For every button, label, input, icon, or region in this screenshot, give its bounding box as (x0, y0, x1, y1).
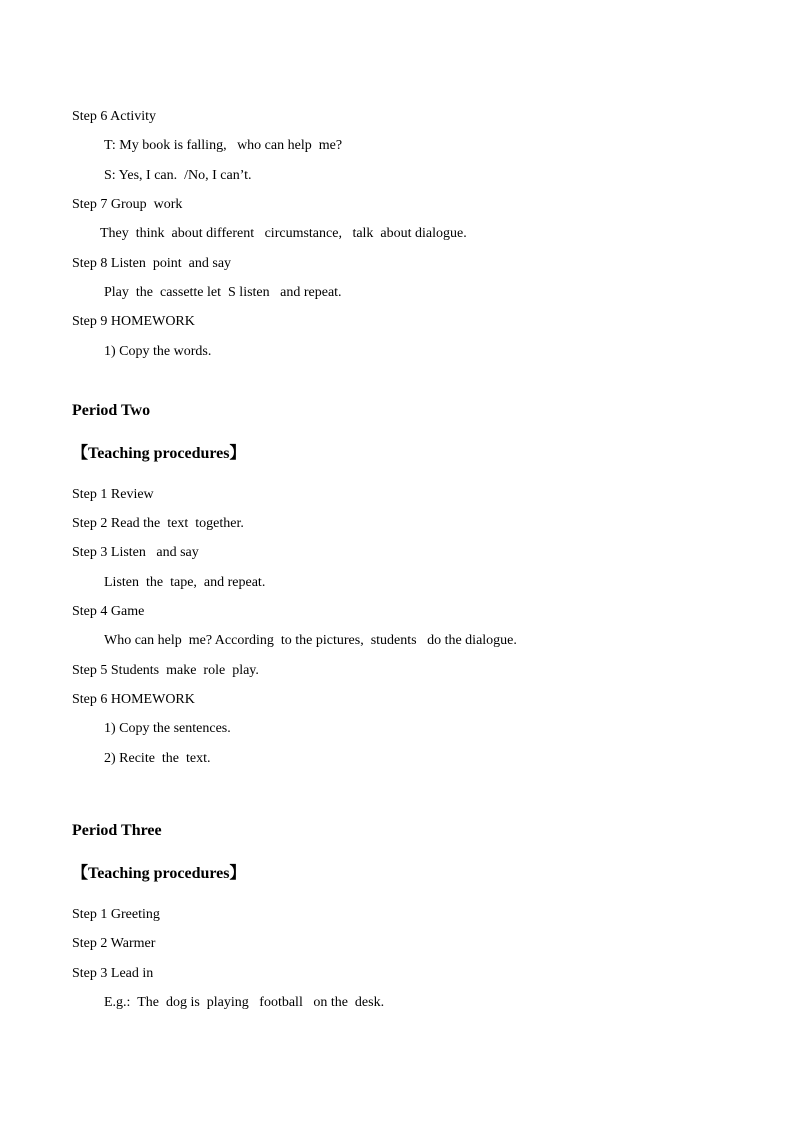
p2-step-1-title: Step 1 Review (72, 487, 154, 502)
p2-step-3-line-1: Listen the tape, and repeat. (104, 575, 266, 590)
step-7-line-1: They think about different circumstance, talk about dialogue. (100, 226, 467, 241)
p2-step-4-title: Step 4 Game (72, 604, 145, 619)
p3-step-1-title: Step 1 Greeting (72, 907, 160, 922)
p3-step-2-title: Step 2 Warmer (72, 936, 156, 951)
period-three-title: Period Three (72, 822, 162, 839)
step-8-line-1: Play the cassette let S listen and repeat. (104, 285, 342, 300)
p3-step-3-line-1: E.g.: The dog is playing football on the desk. (104, 995, 385, 1010)
step-6-title: Step 6 Activity (72, 109, 156, 124)
p3-step-3-title: Step 3 Lead in (72, 966, 154, 981)
step-7-title: Step 7 Group work (72, 197, 183, 212)
step-6-line-1: T: My book is falling, who can help me? (104, 138, 343, 153)
step-9-line-1: 1) Copy the words. (104, 344, 212, 359)
period-two-title: Period Two (72, 402, 151, 419)
p2-step-6-line-1: 1) Copy the sentences. (104, 721, 231, 736)
p2-step-4-line-1: Who can help me? According to the pictures, students do the dialogue. (104, 633, 517, 648)
period-three-subtitle: 【Teaching procedures】 (72, 865, 246, 882)
p2-step-5-title: Step 5 Students make role play. (72, 663, 259, 678)
step-6-line-2: S: Yes, I can. /No, I can’t. (104, 168, 252, 183)
p2-step-6-title: Step 6 HOMEWORK (72, 692, 195, 707)
p2-step-6-line-2: 2) Recite the text. (104, 751, 211, 766)
p2-step-3-title: Step 3 Listen and say (72, 545, 199, 560)
step-8-title: Step 8 Listen point and say (72, 256, 232, 271)
period-two-subtitle: 【Teaching procedures】 (72, 445, 246, 462)
p2-step-2-title: Step 2 Read the text together. (72, 516, 244, 531)
step-9-title: Step 9 HOMEWORK (72, 314, 195, 329)
